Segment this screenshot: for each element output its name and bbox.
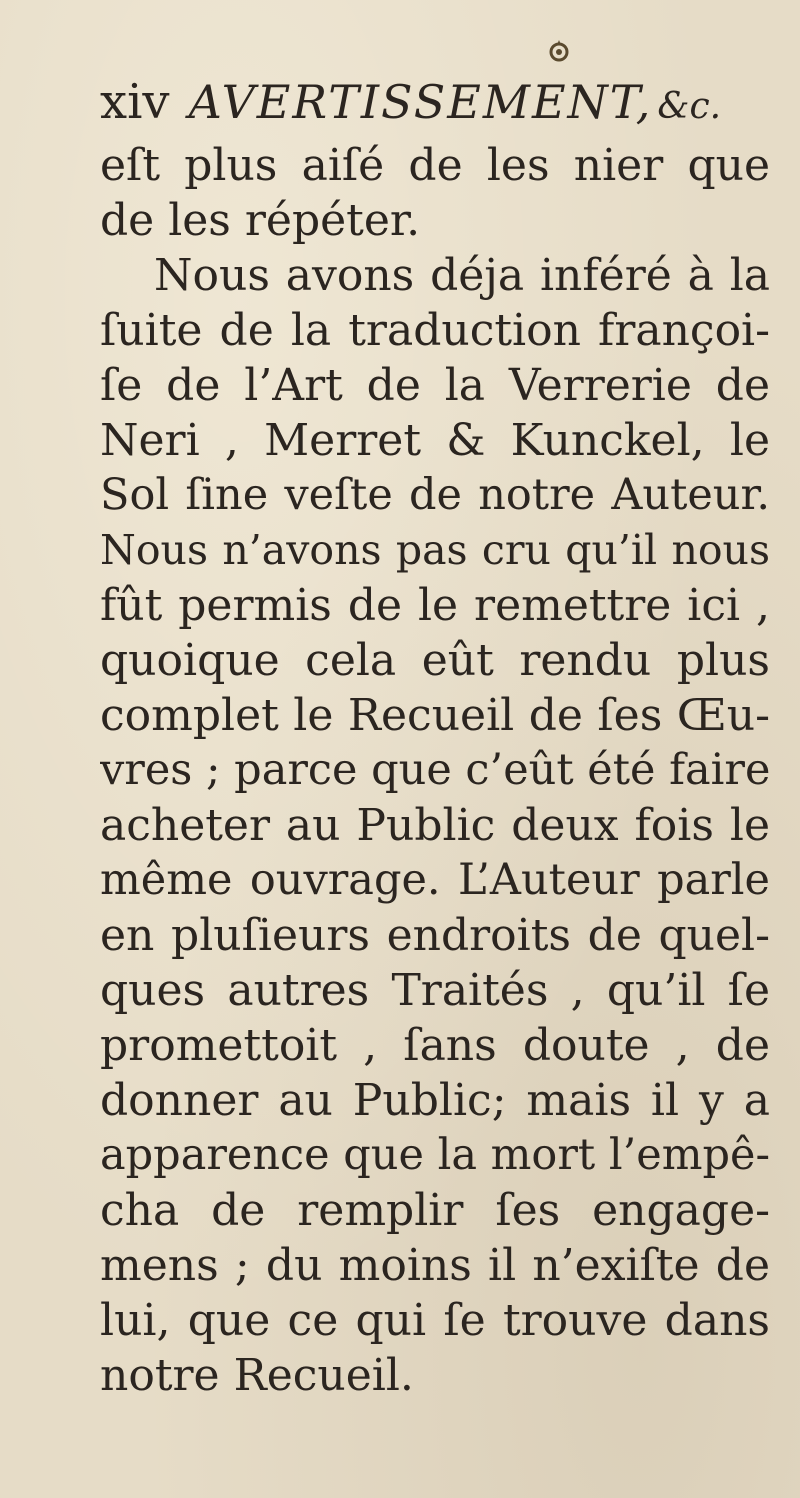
text-line: même ouvrage. L’Auteur parle [100,855,770,905]
text-line: complet le Recueil de ſes Œu- [100,690,770,741]
text-line: de les répéter. [100,195,421,246]
text-line: ques autres Traités , qu’il ſe [100,965,770,1016]
text-line: acheter au Public deux fois le [100,800,770,851]
page-number: xiv [100,74,170,130]
text-line: donner au Public; mais il y a [100,1075,770,1126]
text-line: lui, que ce qui ſe trouve dans [100,1295,770,1346]
text-line: eſt plus aiſé de les nier que [100,140,770,191]
text-line: Nous avons déja inféré à la [154,250,770,301]
running-title-suffix: &c. [657,86,722,127]
running-title: AVERTISSEMENT, [188,75,653,129]
text-line: promettoit , ſans doute , de [100,1020,770,1071]
text-line: notre Recueil. [100,1350,414,1401]
text-line: apparence que la mort l’empê- [100,1130,770,1180]
text-line: Sol ſine veſte de notre Auteur. [100,470,770,520]
text-line: fût permis de le remettre ici , [100,580,770,631]
text-line: ſuite de la traduction françoi- [100,305,770,356]
text-line: vres ; parce que c’eût été faire [100,745,770,795]
text-line: mens ; du moins il n’exiſte de [100,1240,770,1291]
text-line: cha de remplir ſes engage- [100,1185,770,1236]
body-text [100,138,770,1403]
fleuron-icon [545,38,573,66]
text-line: quoique cela eût rendu plus [100,635,770,686]
page-header [100,74,760,144]
text-line: ſe de l’Art de la Verrerie de [100,360,770,411]
text-line: en pluſieurs endroits de quel- [100,910,770,961]
text-line: Neri , Merret & Kunckel, le [100,415,770,466]
text-line: Nous n’avons pas cru qu’il nous [100,526,770,574]
